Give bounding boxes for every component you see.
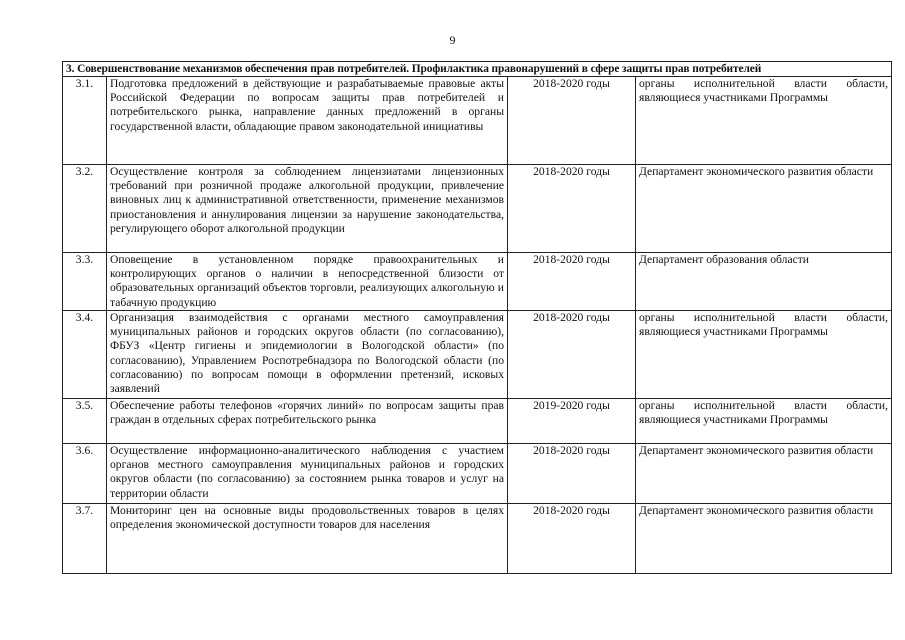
row-number: 3.2. [63,165,107,253]
row-description: Осуществление контроля за соблюдением лицензиатами лицензионных требований при розничной продаже алкогольной продукции, привлечение виновных лиц к административной ответственности, применение механизмов приостановления и аннулирования лицензии за нарушение законодательства, регулирующего оборот алкогольной продукции [107,165,508,253]
row-number: 3.5. [63,399,107,444]
row-number: 3.6. [63,444,107,504]
row-responsible: органы исполнительной власти области, являющиеся участниками Программы [636,311,892,399]
row-responsible: Департамент экономического развития области [636,165,892,253]
table-row [63,444,892,504]
row-description: Организация взаимодействия с органами местного самоуправления муниципальных районов и городских округов области (по согласованию), ФБУЗ «Центр гигиены и эпидемиологии в Вологодской области» (по согласованию), Управлением Роспотребнадзора по Вологодской области (по согласованию) по вопросам помощи в оформлении претензий, исковых заявлений [107,311,508,399]
table-row [63,504,892,574]
row-period: 2018-2020 годы [508,311,636,399]
row-period: 2019-2020 годы [508,399,636,444]
table-row [63,77,892,165]
row-number: 3.1. [63,77,107,165]
row-responsible: органы исполнительной власти области, являющиеся участниками Программы [636,77,892,165]
row-description: Обеспечение работы телефонов «горячих линий» по вопросам защиты прав граждан в отдельных сферах потребительского рынка [107,399,508,444]
row-responsible: органы исполнительной власти области, являющиеся участниками Программы [636,399,892,444]
row-period: 2018-2020 годы [508,77,636,165]
row-description: Подготовка предложений в действующие и разрабатываемые правовые акты Российской Федерации по вопросам защиты прав потребителей и потребительского рынка, направление данных предложений в органы государственной власти, обладающие правом законодательной инициативы [107,77,508,165]
row-period: 2018-2020 годы [508,444,636,504]
row-description: Мониторинг цен на основные виды продовольственных товаров в целях определения экономической доступности товаров для населения [107,504,508,574]
row-responsible: Департамент образования области [636,253,892,311]
table-row [63,253,892,311]
row-number: 3.3. [63,253,107,311]
table-row [63,399,892,444]
row-responsible: Департамент экономического развития области [636,444,892,504]
section-title: 3. Совершенствование механизмов обеспечения прав потребителей. Профилактика правонарушений в сфере защиты прав потребителей [63,62,892,77]
row-responsible: Департамент экономического развития области [636,504,892,574]
row-period: 2018-2020 годы [508,253,636,311]
row-description: Оповещение в установленном порядке правоохранительных и контролирующих органов о наличии в непосредственной близости от образовательных организаций объектов торговли, реализующих алкогольную и табачную продукцию [107,253,508,311]
row-number: 3.4. [63,311,107,399]
row-period: 2018-2020 годы [508,504,636,574]
measures-table [62,61,892,574]
row-period: 2018-2020 годы [508,165,636,253]
table-row [63,165,892,253]
row-number: 3.7. [63,504,107,574]
page-number: 9 [449,33,456,47]
row-description: Осуществление информационно-аналитического наблюдения с участием органов местного самоуправления муниципальных районов и городских округов области (по согласованию) за состоянием рынка товаров и услуг на территории области [107,444,508,504]
table-row [63,311,892,399]
section-header-row [63,62,892,77]
